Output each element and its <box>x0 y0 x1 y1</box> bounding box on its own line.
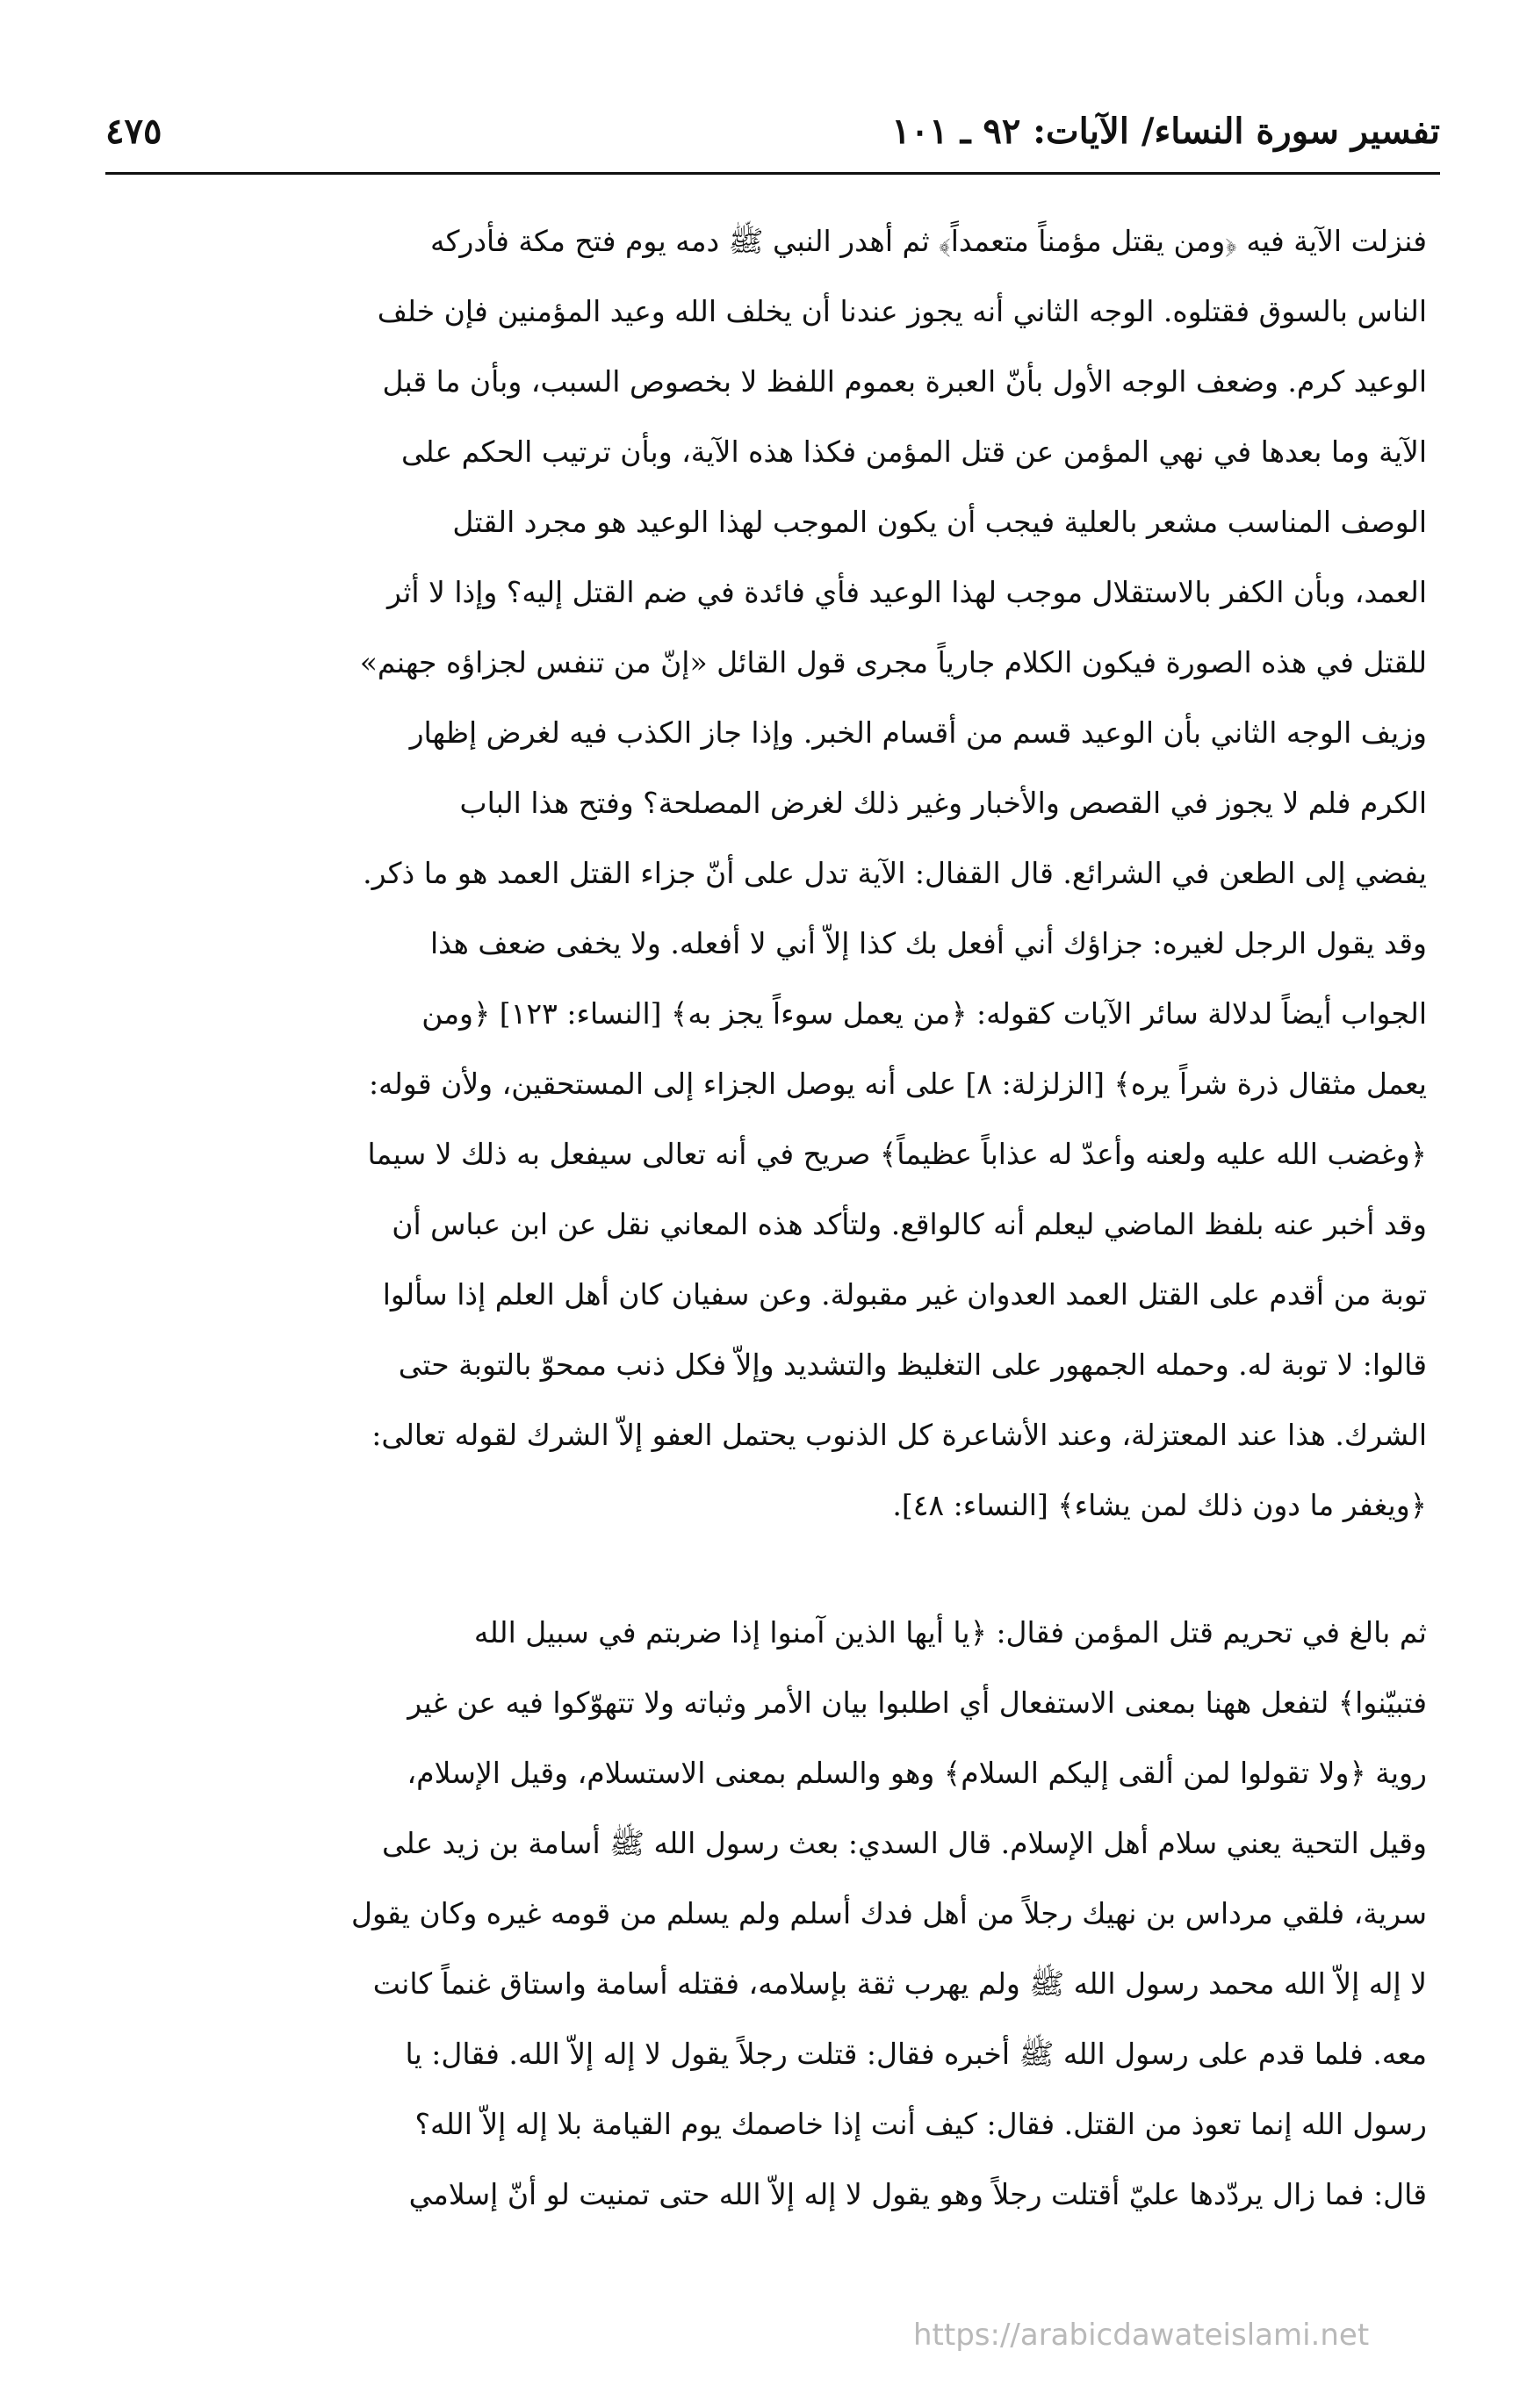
text-line: قال: فما زال يردّدها عليّ أقتلت رجلاً وهو يقول لا إله إلاّ الله حتى تمنيت لو أنّ إسلامي <box>408 2177 1427 2211</box>
text-line: الوعيد كرم. وضعف الوجه الأول بأنّ العبرة بعموم اللفظ لا بخصوص السبب، وبأن ما قبل <box>382 364 1427 399</box>
header-rule <box>105 172 1440 175</box>
text-line: الكرم فلم لا يجوز في القصص والأخبار وغير ذلك لغرض المصلحة؟ وفتح هذا الباب <box>459 786 1427 820</box>
watermark: https://arabicdawateislami.net <box>913 2318 1370 2353</box>
text-line: يعمل مثقال ذرة شراً يره﴾ [الزلزلة: ٨] على أنه يوصل الجزاء إلى المستحقين، ولأن قوله: <box>368 1067 1427 1101</box>
text-line: وقد أخبر عنه بلفظ الماضي ليعلم أنه كالواقع. ولتأكد هذه المعاني نقل عن ابن عباس أن <box>392 1207 1427 1241</box>
paragraph-1 <box>110 206 1427 1541</box>
text-line: فنزلت الآية فيه ﴿ومن يقتل مؤمناً متعمداً﴾ ثم أهدر النبي ﷺ دمه يوم فتح مكة فأدركه <box>430 224 1427 258</box>
text-line: وقد يقول الرجل لغيره: جزاؤك أني أفعل بك كذا إلاّ أني لا أفعله. ولا يخفى ضعف هذا <box>429 926 1427 960</box>
text-line: قالوا: لا توبة له. وحمله الجمهور على التغليظ والتشديد وإلاّ فكل ذنب ممحوّ بالتوبة حتى <box>398 1348 1427 1382</box>
text-line: الناس بالسوق فقتلوه. الوجه الثاني أنه يجوز عندنا أن يخلف الله وعيد المؤمنين فإن خلف <box>377 294 1427 328</box>
page-header <box>105 105 1440 167</box>
text-line: الوصف المناسب مشعر بالعلية فيجب أن يكون الموجب لهذا الوعيد هو مجرد القتل <box>452 505 1427 539</box>
text-line: رسول الله إنما تعوذ من القتل. فقال: كيف أنت إذا خاصمك يوم القيامة بلا إله إلاّ الله؟ <box>414 2107 1427 2141</box>
paragraph-2 <box>110 1598 1427 2230</box>
text-line: لا إله إلاّ الله محمد رسول الله ﷺ ولم يهرب ثقة بإسلامه، فقتله أسامة واستاق غنماً كانت <box>372 1966 1427 2001</box>
text-line: توبة من أقدم على القتل العمد العدوان غير مقبولة. وعن سفيان كان أهل العلم إذا سألوا <box>382 1277 1427 1312</box>
text-line: ثم بالغ في تحريم قتل المؤمن فقال: ﴿يا أيها الذين آمنوا إذا ضربتم في سبيل الله <box>473 1615 1427 1650</box>
text-line: الشرك. هذا عند المعتزلة، وعند الأشاعرة كل الذنوب يحتمل العفو إلاّ الشرك لقوله تعالى: <box>371 1418 1427 1452</box>
text-line: الجواب أيضاً لدلالة سائر الآيات كقوله: ﴿من يعمل سوءاً يجز به﴾ [النساء: ١٢٣] ﴿ومن <box>421 996 1427 1031</box>
text-line: ﴿ويغفر ما دون ذلك لمن يشاء﴾ [النساء: ٤٨]. <box>892 1488 1427 1522</box>
text-line: يفضي إلى الطعن في الشرائع. قال القفال: الآية تدل على أنّ جزاء القتل العمد هو ما ذكر. <box>363 856 1427 890</box>
running-title: تفسير سورة النساء/ الآيات: ٩٢ ـ ١٠١ <box>891 111 1440 152</box>
text-line: للقتل في هذه الصورة فيكون الكلام جارياً مجرى قول القائل «إنّ من تنفس لجزاؤه جهنم» <box>359 645 1427 679</box>
text-line: معه. فلما قدم على رسول الله ﷺ أخبره فقال: قتلت رجلاً يقول لا إله إلاّ الله. فقال: يا <box>405 2037 1427 2071</box>
text-line: الآية وما بعدها في نهي المؤمن عن قتل المؤمن فكذا هذه الآية، وبأن ترتيب الحكم على <box>401 435 1427 469</box>
text-line: وقيل التحية يعني سلام أهل الإسلام. قال السدي: بعث رسول الله ﷺ أسامة بن زيد على <box>382 1826 1427 1860</box>
page-number: ٤٧٥ <box>105 111 162 152</box>
text-line: روية ﴿ولا تقولوا لمن ألقى إليكم السلام﴾ وهو والسلم بمعنى الاستسلام، وقيل الإسلام، <box>407 1756 1427 1790</box>
text-line: فتبيّنوا﴾ لتفعل ههنا بمعنى الاستفعال أي اطلبوا بيان الأمر وثباته ولا تتهوّكوا فيه عن غير <box>407 1686 1427 1720</box>
text-line: ﴿وغضب الله عليه ولعنه وأعدّ له عذاباً عظيماً﴾ صريح في أنه تعالى سيفعل به ذلك لا سيما <box>367 1137 1427 1171</box>
text-line: وزيف الوجه الثاني بأن الوعيد قسم من أقسام الخبر. وإذا جاز الكذب فيه لغرض إظهار <box>409 715 1427 750</box>
text-line: سرية، فلقي مرداس بن نهيك رجلاً من أهل فدك أسلم ولم يسلم من قومه غيره وكان يقول <box>350 1896 1427 1930</box>
text-line: العمد، وبأن الكفر بالاستقلال موجب لهذا الوعيد فأي فائدة في ضم القتل إليه؟ وإذا لا أثر <box>386 575 1427 609</box>
